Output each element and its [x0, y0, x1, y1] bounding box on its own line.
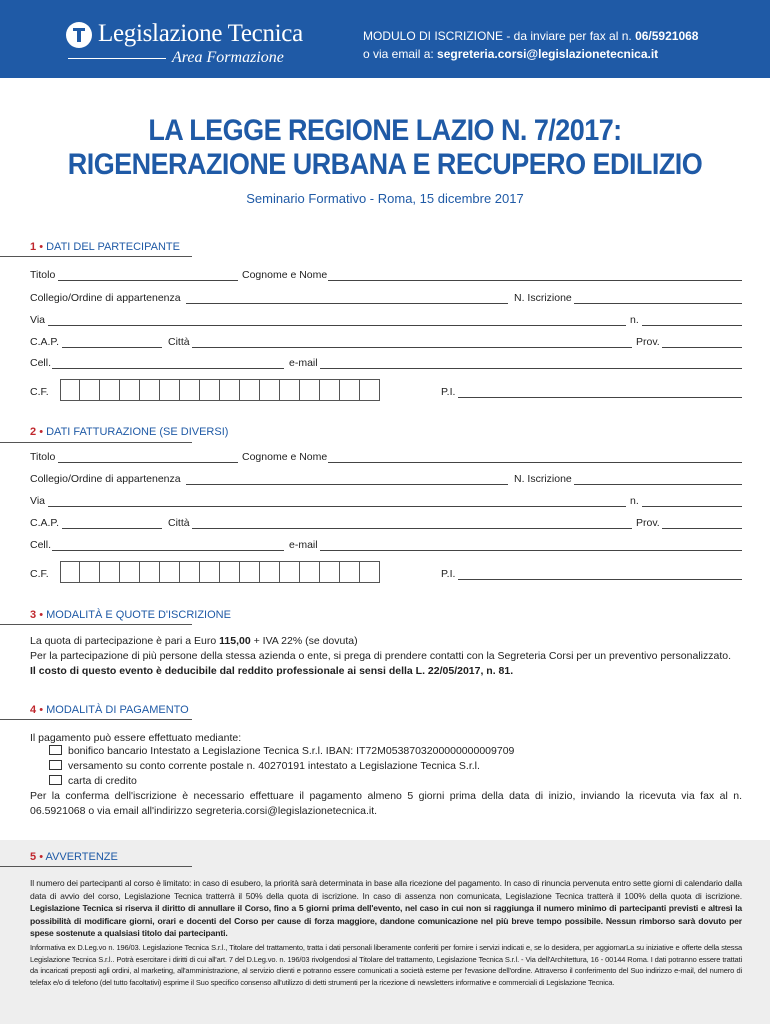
contact-email-line: o via email a: segreteria.corsi@legislazionetecnica.it — [363, 47, 659, 61]
section-header-billing: 2 • DATI FATTURAZIONE (SE DIVERSI) — [30, 426, 229, 438]
logo-subtitle: Area Formazione — [172, 49, 284, 66]
row-cell-email: Cell. e-mail — [30, 357, 742, 371]
row-cf-pi: C.F. P.I. — [30, 379, 742, 403]
via-field[interactable] — [48, 325, 626, 326]
payment-option-bank[interactable]: bonifico bancario Intestato a Legislazione Tecnica S.r.l. IBAN: IT72M0538703200000000009709 — [49, 745, 514, 757]
section-divider — [0, 719, 192, 720]
row-cap-citta-billing: C.A.P. Città Prov. — [30, 517, 742, 531]
section-divider — [0, 256, 192, 257]
row-collegio: Collegio/Ordine di appartenenza N. Iscrizione — [30, 292, 742, 306]
header-contact — [363, 27, 698, 63]
section-header-fees: 3 • MODALITÀ E QUOTE D'ISCRIZIONE — [30, 609, 231, 621]
billing-cell-field[interactable] — [52, 550, 284, 551]
page-title-line1: LA LEGGE REGIONE LAZIO N. 7/2017: — [148, 114, 622, 147]
section-header-participant: 1 • DATI DEL PARTECIPANTE — [30, 241, 180, 253]
deductible-line: Il costo di questo evento è deducibile dal reddito professionale ai sensi della L. 22/05/2017, n. 81. — [30, 665, 514, 677]
checkbox[interactable] — [49, 745, 62, 755]
billing-cognome-nome-field[interactable] — [328, 462, 742, 463]
section-header-warnings: 5 • AVVERTENZE — [30, 851, 118, 863]
logo-mark-icon — [66, 22, 92, 48]
cf-input-boxes[interactable] — [60, 379, 380, 401]
billing-email-field[interactable] — [320, 550, 742, 551]
row-cap-citta: C.A.P. Città Prov. — [30, 336, 742, 350]
cell-field[interactable] — [52, 368, 284, 369]
billing-cf-input-boxes[interactable] — [60, 561, 380, 583]
billing-citta-field[interactable] — [192, 528, 632, 529]
cap-field[interactable] — [62, 347, 162, 348]
section-header-payment: 4 • MODALITÀ DI PAGAMENTO — [30, 704, 189, 716]
pi-field[interactable] — [458, 397, 742, 398]
row-via-billing: Via n. — [30, 495, 742, 509]
payment-option-card[interactable]: carta di credito — [49, 775, 137, 787]
billing-n-iscrizione-field[interactable] — [574, 484, 742, 485]
privacy-notice: Informativa ex D.Leg.vo n. 196/03. Legislazione Tecnica S.r.l., Titolare del trattamento, tratta i dati personali liberamente conferiti per fornire i servizi indicati e, se lo desidera, per aggiornarLa su iniziative e offerte della stessa Legislazione Tecnica S.r.l.. Potrà esercitare i diritti di cui all'art. 7 del D.Leg.vo. n. 196/03 rivolgendosi al Titolare del trattamento, Legislazione Tecnica S.r.l. - Via dell'Architettura, 16 - 00144 Roma. I dati potranno essere trattati da incaricati preposti agli ordini, al marketing, all'amministrazione, al servizio clienti e potranno essere comunicati a società esterne per l'evasione dell'ordine. Attraverso il conferimento del Suo indirizzo e-mail, del numero di telefax e/o di telefono (del tutto facoltativi) esprime il Suo specifico consenso all'utilizzo di detti strumenti per la ricezione di newsletters informative e commerciali di Legislazione Tecnica. — [30, 943, 742, 987]
group-discount-line: Per la partecipazione di più persone della stessa azienda o ente, si prega di prendere contatti con la Segreteria Corsi per un preventivo personalizzato. — [30, 650, 732, 662]
cognome-nome-field[interactable] — [328, 280, 742, 281]
fee-amount-line: La quota di partecipazione è pari a Euro 115,00 + IVA 22% (se dovuta) — [30, 635, 358, 647]
payment-note: Per la conferma dell'iscrizione è necessario effettuare il pagamento almeno 5 giorni prima della data di inizio, inviando la ricevuta via fax al n. 06.5921068 o via email all'indirizzo segreteria.corsi@legislazionetecnica.it. — [30, 790, 742, 817]
citta-field[interactable] — [192, 347, 632, 348]
billing-civico-field[interactable] — [642, 506, 742, 507]
prov-field[interactable] — [662, 347, 742, 348]
titolo-field[interactable] — [58, 280, 238, 281]
section-divider — [0, 866, 192, 867]
row-cf-pi-billing: C.F. P.I. — [30, 561, 742, 585]
row-title-name-billing: Titolo Cognome e Nome — [30, 451, 742, 465]
billing-collegio-field[interactable] — [186, 484, 508, 485]
fees-text — [30, 634, 742, 679]
logo-divider — [68, 58, 166, 59]
page-subtitle: Seminario Formativo - Roma, 15 dicembre 2017 — [246, 191, 524, 206]
checkbox[interactable] — [49, 760, 62, 770]
header-bar — [0, 0, 770, 78]
payment-option-postal[interactable]: versamento su conto corrente postale n. 40270191 intestato a Legislazione Tecnica S.r.l. — [49, 760, 480, 772]
billing-cap-field[interactable] — [62, 528, 162, 529]
contact-fax-line: MODULO DI ISCRIZIONE - da inviare per fax al n. 06/5921068 — [363, 29, 699, 43]
billing-prov-field[interactable] — [662, 528, 742, 529]
section-divider — [0, 442, 192, 443]
email-field[interactable] — [320, 368, 742, 369]
billing-titolo-field[interactable] — [58, 462, 238, 463]
row-collegio-billing: Collegio/Ordine di appartenenza N. Iscrizione — [30, 473, 742, 487]
row-via: Via n. — [30, 314, 742, 328]
civico-field[interactable] — [642, 325, 742, 326]
checkbox[interactable] — [49, 775, 62, 785]
page-title-line2: RIGENERAZIONE URBANA E RECUPERO EDILIZIO — [67, 148, 703, 181]
n-iscrizione-field[interactable] — [574, 303, 742, 304]
section-divider — [0, 624, 192, 625]
billing-pi-field[interactable] — [458, 579, 742, 580]
row-cell-email-billing: Cell. e-mail — [30, 539, 742, 553]
billing-via-field[interactable] — [48, 506, 626, 507]
payment-intro: Il pagamento può essere effettuato mediante: — [30, 732, 242, 744]
contact-email[interactable]: segreteria.corsi@legislazionetecnica.it — [437, 47, 659, 61]
logo-name: Legislazione Tecnica — [98, 20, 303, 47]
collegio-field[interactable] — [186, 303, 508, 304]
row-title-name: Titolo Cognome e Nome — [30, 269, 742, 283]
warnings-text: Il numero dei partecipanti al corso è limitato: in caso di esubero, la priorità sarà determinata in base alla ricezione del pagamento. In caso di rinuncia pervenuta entro sette giorni di calendario dalla data di avvio del corso, Legislazione Tecnica tratterrà il 50% della quota di iscrizione. In caso di assenza non comunicata, Legislazione Tecnica tratterà il 100% della quota di iscrizione. Legislazione Tecnica si riserva il diritto di annullare il Corso, fino a 5 giorni prima dell'evento, nel caso in cui non si raggiunga il numero minimo di partecipanti previsti e altresì la possibilità di modificare giorni, orari e docenti del Corso per cause di forza maggiore, dandone comunicazione nel più breve tempo possibile. Nessun rimborso sarà dovuto per spese sostenute a qualsiasi titolo dai partecipanti. — [30, 878, 742, 939]
contact-fax: 06/5921068 — [635, 29, 699, 43]
